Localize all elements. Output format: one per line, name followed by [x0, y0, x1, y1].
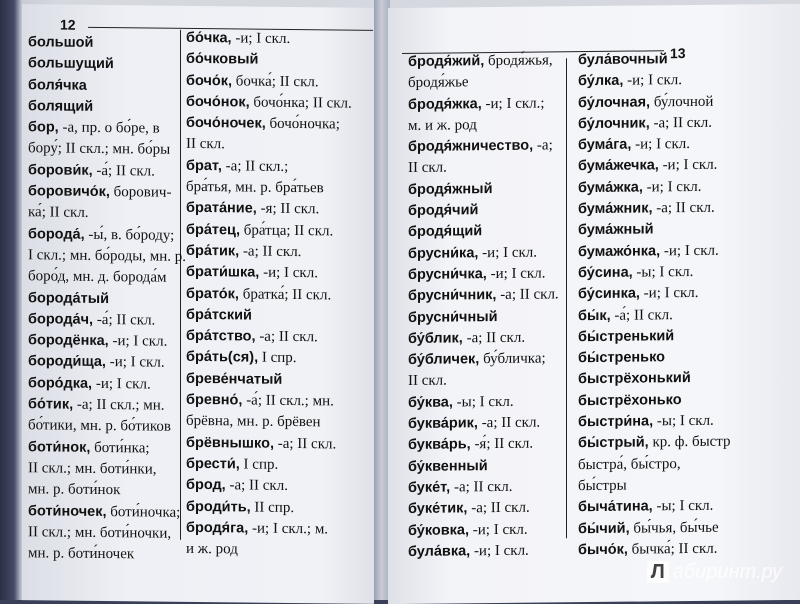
grammar-note: -и; I скл.	[92, 375, 151, 393]
grammar-note: -а; II скл.	[652, 199, 715, 217]
dictionary-entry	[28, 75, 186, 98]
grammar-note: II скл.	[408, 372, 447, 390]
dictionary-entry	[186, 539, 352, 562]
dictionary-entry	[408, 455, 559, 478]
grammar-note: кр. ф. быстр	[648, 433, 731, 451]
headword: бу́бличек,	[408, 351, 480, 369]
right-page-number: 13	[670, 45, 686, 62]
grammar-note: мн. р. боти́ночек	[28, 545, 135, 563]
grammar-note: -и; I скл.	[631, 136, 690, 153]
grammar-note: -ы; I скл.	[652, 497, 714, 515]
dictionary-entry	[186, 283, 352, 306]
dictionary-entry	[408, 221, 559, 244]
dictionary-entry	[578, 517, 731, 540]
dictionary-entry	[578, 112, 731, 135]
grammar-note: мн. р. боти́нок	[28, 481, 121, 499]
dictionary-entry	[28, 458, 186, 481]
headword: бродя́жий,	[408, 53, 485, 70]
dictionary-entry	[578, 134, 731, 157]
headword: брести́,	[186, 455, 240, 473]
grammar-note: -а, пр. о бо́ре, в	[58, 119, 160, 137]
labirint-watermark	[647, 561, 782, 584]
headword: бу́лочник,	[578, 115, 650, 133]
dictionary-entry	[408, 434, 559, 457]
dictionary-entry	[186, 475, 352, 498]
grammar-note: бочо́нка; II скл.	[249, 94, 352, 112]
headword: брусни́чка,	[408, 266, 487, 283]
right-column-1	[408, 50, 559, 563]
headword: боти́ночек,	[28, 502, 107, 520]
grammar-note: и ж. род	[186, 540, 238, 558]
headword: бу́лочная,	[578, 94, 651, 111]
left-column-1	[28, 32, 186, 566]
dictionary-entry	[186, 70, 352, 93]
dictionary-entry	[408, 540, 559, 563]
dictionary-entry	[28, 54, 186, 77]
dictionary-entry	[578, 475, 731, 498]
dictionary-entry	[578, 70, 731, 93]
dictionary-entry	[28, 437, 186, 460]
dictionary-entry	[578, 496, 731, 519]
dictionary-entry	[28, 32, 186, 55]
dictionary-entry	[408, 178, 559, 201]
headword: бу́ковка,	[408, 521, 470, 539]
headword: бревно́,	[186, 391, 243, 409]
dictionary-entry	[578, 198, 731, 221]
dictionary-entry	[408, 114, 559, 137]
dictionary-entry	[408, 306, 559, 329]
dictionary-entry	[28, 160, 186, 183]
dictionary-entry	[408, 136, 559, 159]
dictionary-entry	[408, 263, 559, 286]
headword: бо́чковый	[186, 51, 259, 68]
grammar-note: -я; II скл.	[256, 200, 320, 218]
grammar-note: -а; II скл.	[462, 329, 526, 347]
grammar-note: -и; I скл.	[660, 242, 719, 259]
dictionary-entry	[28, 139, 186, 162]
dictionary-entry	[408, 519, 559, 542]
headword: бороди́ща,	[28, 353, 106, 371]
dictionary-entry	[578, 389, 731, 412]
dictionary-entry	[578, 368, 731, 391]
dictionary-entry	[28, 394, 186, 417]
grammar-note: -и; I скл.	[470, 542, 529, 560]
dictionary-entry	[408, 93, 559, 116]
grammar-note: -я́; II скл.	[470, 435, 534, 453]
headword: бычо́к,	[578, 541, 628, 558]
headword: була́вка,	[408, 543, 471, 560]
grammar-note: бу́лочной	[650, 93, 714, 111]
grammar-note: боро́д, мн. д. борода́м	[28, 268, 167, 286]
dictionary-entry	[578, 219, 731, 242]
grammar-note: -а; II скл.	[467, 499, 530, 517]
left-page-number: 12	[60, 16, 76, 33]
headword: бродя́жный	[408, 180, 493, 198]
headword: бра́тец,	[186, 221, 240, 239]
grammar-note: братка́; II скл.	[238, 285, 332, 303]
dictionary-entry	[408, 199, 559, 222]
headword: буке́тик,	[408, 500, 468, 518]
dictionary-entry	[28, 203, 186, 226]
headword: бумажо́нка,	[578, 242, 661, 260]
dictionary-entry	[408, 242, 559, 265]
dictionary-entry	[186, 369, 352, 392]
headword: бума́га,	[578, 136, 632, 154]
headword: боля́чка	[28, 76, 87, 94]
dictionary-entry	[186, 241, 352, 264]
grammar-note: -и; I скл.	[259, 264, 318, 282]
right-column-2	[578, 49, 731, 562]
headword: бы́стренько	[578, 349, 666, 367]
grammar-note: -и; I скл.	[231, 30, 291, 47]
grammar-note: бу́бличка;	[479, 350, 546, 368]
grammar-note: бычка́; II скл.	[627, 540, 718, 558]
grammar-note: -а́; II скл.	[93, 311, 156, 329]
headword: брёвнышко,	[186, 434, 274, 452]
dictionary-entry	[408, 157, 559, 180]
headword: бочо́ночек,	[186, 115, 266, 132]
grammar-note: бродя́жье	[408, 74, 469, 92]
headword: бра́тство,	[186, 328, 256, 345]
grammar-note: -а; II скл.	[239, 243, 302, 261]
headword: бы́чий,	[578, 520, 630, 537]
dictionary-entry	[186, 28, 352, 51]
headword: борода́тый	[28, 289, 110, 307]
headword: быстрёхонько	[578, 391, 682, 409]
dictionary-entry	[578, 240, 731, 263]
grammar-note: -а; II скл.	[477, 414, 541, 432]
dictionary-entry	[28, 373, 186, 396]
dictionary-entry	[578, 411, 731, 434]
headword: бродя́щий	[408, 223, 483, 241]
dictionary-entry	[186, 496, 352, 519]
headword: бу́сина,	[578, 264, 633, 282]
dictionary-entry	[28, 309, 186, 332]
grammar-note: бору́; II скл.; мн. бо́ры	[28, 140, 171, 159]
dictionary-entry	[578, 453, 731, 476]
dictionary-entry	[186, 411, 352, 434]
dictionary-entry	[186, 134, 352, 157]
headword: бу́квенный	[408, 457, 488, 475]
headword: брато́к,	[186, 285, 239, 302]
grammar-note: м. и ж. род	[408, 117, 477, 134]
headword: бу́синка,	[578, 285, 640, 303]
headword: бума́жечка,	[578, 157, 659, 175]
left-column-2	[186, 28, 352, 562]
dictionary-entry	[28, 181, 186, 204]
grammar-note: борович-	[109, 184, 172, 201]
grammar-note: -и; I скл.; м.	[248, 520, 329, 538]
headword: бра́тик,	[186, 242, 240, 260]
headword: бума́жник,	[578, 200, 653, 218]
grammar-note: -и; I скл.	[105, 354, 165, 372]
dictionary-entry	[408, 285, 559, 308]
dictionary-entry	[28, 224, 186, 247]
headword: борода́,	[28, 225, 85, 243]
headword: бы́к,	[578, 307, 611, 324]
dictionary-entry	[28, 245, 186, 268]
headword: брати́шка,	[186, 264, 260, 281]
grammar-note: -а; II скл.	[649, 114, 712, 132]
grammar-note: була́вочный	[578, 51, 668, 69]
dictionary-entry	[186, 454, 352, 477]
grammar-note: -и; I скл.	[623, 72, 683, 89]
dictionary-entry	[408, 327, 559, 350]
dictionary-entry	[578, 176, 731, 199]
headword: бы́стрый,	[578, 434, 649, 452]
dictionary-entry	[186, 326, 352, 349]
dictionary-entry	[578, 304, 731, 327]
dictionary-entry	[28, 522, 186, 545]
grammar-note: быстра́, бы́стро,	[578, 455, 681, 473]
headword: боровичо́к,	[28, 183, 110, 201]
dictionary-entry	[186, 433, 352, 456]
dictionary-entry	[28, 288, 186, 311]
grammar-note: боти́нка;	[90, 439, 150, 457]
grammar-note: -и; I скл.	[642, 178, 702, 196]
grammar-note: -а; II скл.	[255, 328, 318, 346]
grammar-note: бочка́; II скл.	[232, 72, 319, 90]
headword: бродя́жка,	[408, 95, 482, 113]
grammar-note: II скл.; мн. боти́ночки,	[28, 524, 172, 542]
dictionary-entry	[186, 177, 352, 200]
grammar-note: бы́чья, бы́чье	[629, 519, 719, 537]
headword: бреве́нчатый	[186, 370, 283, 388]
grammar-note: брёвна, мн. р. брёвен	[186, 413, 321, 431]
dictionary-entry	[578, 49, 731, 72]
dictionary-entry	[186, 198, 352, 221]
dictionary-entry	[28, 266, 186, 289]
left-page	[22, 4, 374, 604]
dictionary-entry	[28, 416, 186, 439]
dictionary-entry	[408, 391, 559, 414]
grammar-note: -а́; II скл.; мн.	[242, 392, 334, 410]
dictionary-entry	[186, 156, 352, 179]
grammar-note: -а; II скл.	[450, 478, 513, 496]
grammar-note: -а́; II скл.	[610, 306, 673, 324]
dictionary-entry	[186, 49, 352, 72]
dictionary-entry	[186, 347, 352, 370]
grammar-note: I спр.	[258, 350, 297, 367]
headword: бума́жка,	[578, 179, 643, 196]
grammar-note: II скл.	[408, 160, 447, 177]
grammar-note: бочо́ночка;	[265, 115, 340, 133]
headword: бу́ква,	[408, 394, 453, 411]
grammar-note: -а; II скл.;	[221, 158, 289, 175]
dictionary-entry	[408, 476, 559, 499]
grammar-note: ка́; II скл.	[28, 204, 89, 222]
headword: болящий	[28, 98, 94, 115]
headword: бродя́га,	[186, 519, 249, 537]
headword: брусни́ка,	[408, 244, 479, 262]
dictionary-entry	[28, 479, 186, 502]
right-page	[388, 4, 800, 604]
grammar-note: боти́ночка;	[106, 503, 181, 521]
grammar-note: -а; II скл.	[225, 477, 288, 495]
headword: быстри́на,	[578, 413, 654, 431]
grammar-note: -и; I скл.	[478, 244, 538, 261]
dictionary-entry	[578, 347, 731, 370]
grammar-note: -и; I скл.	[469, 521, 528, 538]
grammar-note: бы́стры	[578, 477, 627, 495]
grammar-note: бра́тца; II скл.	[240, 222, 334, 240]
grammar-note: -ы; I скл.	[653, 412, 714, 430]
headword: быча́тина,	[578, 498, 653, 516]
grammar-note: -и; I скл.	[658, 157, 718, 174]
headword: бородёнка,	[28, 332, 109, 350]
grammar-note: I скл.; мн. бо́роды, мн. р.	[28, 247, 187, 265]
grammar-note: -ы́, в. бо́роду;	[84, 226, 175, 244]
headword: бума́жный	[578, 221, 654, 239]
dictionary-entry	[408, 498, 559, 521]
dictionary-entry	[186, 262, 352, 285]
headword: бо́чка,	[186, 29, 232, 47]
headword: большущий	[28, 55, 114, 73]
headword: бочо́к,	[186, 72, 233, 89]
dictionary-entry	[578, 262, 731, 285]
grammar-note: II скл.; мн. боти́нки,	[28, 460, 157, 478]
dictionary-entry	[578, 538, 731, 561]
watermark-text: абиринт.ру	[672, 561, 782, 583]
dictionary-entry	[578, 155, 731, 178]
headword: бу́лка,	[578, 72, 624, 90]
dictionary-entry	[578, 325, 731, 348]
headword: бра́тский	[186, 306, 252, 324]
headword: борода́ч,	[28, 311, 94, 328]
dictionary-entry	[28, 117, 186, 140]
grammar-note: -а;	[533, 137, 553, 154]
headword: буке́т,	[408, 479, 451, 496]
headword: буква́рь,	[408, 436, 471, 454]
headword: бра́ть(ся),	[186, 349, 259, 367]
grammar-note: бра́тья, мн. р. бра́тьев	[186, 178, 324, 197]
headword: бы́стренький	[578, 328, 675, 346]
dictionary-entry	[186, 220, 352, 243]
headword: брод,	[186, 477, 226, 494]
headword: бор,	[28, 119, 59, 136]
grammar-note: -а; II скл.; мн.	[73, 396, 165, 414]
dictionary-entry	[578, 91, 731, 114]
headword: брат,	[186, 157, 222, 175]
dictionary-entry	[186, 390, 352, 413]
grammar-note: -ы; I скл.	[632, 263, 694, 281]
dictionary-entry	[408, 412, 559, 435]
right-column-divider	[566, 58, 567, 538]
dictionary-entry	[28, 330, 186, 353]
grammar-note: бо́тики, мн. р. бо́тиков	[28, 417, 171, 436]
labirint-logo-icon: Л	[647, 561, 669, 583]
dictionary-entry	[186, 305, 352, 328]
headword: бродя́чий	[408, 202, 479, 220]
headword: брата́ние,	[186, 200, 257, 217]
dictionary-entry	[186, 92, 352, 115]
dictionary-entry	[28, 543, 186, 566]
headword: буква́рик,	[408, 415, 478, 432]
grammar-note: -и; I скл.	[108, 333, 168, 350]
dictionary-entry	[28, 501, 186, 524]
grammar-note: -и; I скл.;	[481, 95, 545, 112]
dictionary-entry	[186, 113, 352, 136]
grammar-note: -а́; II скл.	[92, 162, 155, 180]
grammar-note: -ы; I скл.	[452, 393, 514, 411]
headword: бо́тик,	[28, 396, 74, 413]
headword: большой	[28, 34, 94, 51]
dictionary-entry	[408, 50, 559, 73]
headword: быстрёхонький	[578, 370, 691, 388]
grammar-note: II спр.	[250, 499, 295, 516]
grammar-note: бродя́жья,	[484, 52, 553, 70]
grammar-note: -и; I скл.	[639, 285, 699, 302]
grammar-note: -а; II скл.	[496, 286, 559, 304]
dictionary-entry	[408, 72, 559, 95]
grammar-note: -и; I скл.	[486, 265, 546, 283]
dictionary-entry	[578, 432, 731, 455]
dictionary-entry	[408, 370, 559, 393]
headword: боти́нок,	[28, 438, 91, 456]
grammar-note: I спр.	[239, 456, 279, 473]
headword: бродя́жничество,	[408, 137, 534, 156]
dictionary-entry	[28, 352, 186, 375]
dictionary-entry	[408, 349, 559, 372]
headword: броди́ть,	[186, 498, 251, 516]
headword: брусни́чник,	[408, 287, 497, 305]
headword: боро́дка,	[28, 374, 93, 392]
dictionary-entry	[28, 96, 186, 119]
headword: брусни́чный	[408, 308, 498, 326]
headword: бу́блик,	[408, 330, 463, 347]
headword: борови́к,	[28, 162, 93, 179]
grammar-note: -а; II скл.	[273, 435, 337, 453]
headword: бочо́нок,	[186, 93, 250, 111]
dictionary-entry	[186, 518, 352, 541]
grammar-note: II скл.	[186, 136, 225, 153]
dictionary-entry	[578, 283, 731, 306]
